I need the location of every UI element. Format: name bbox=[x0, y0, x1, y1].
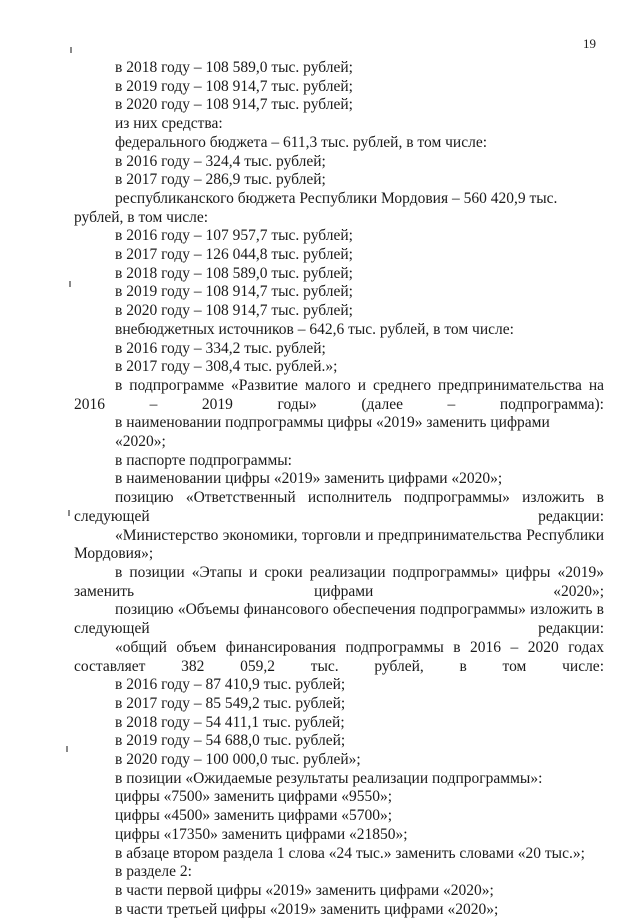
scan-mark bbox=[70, 47, 72, 53]
text-line: в 2020 году – 108 914,7 тыс. рублей; bbox=[115, 302, 353, 320]
text-line: внебюджетных источников – 642,6 тыс. рублей, в том числе: bbox=[115, 320, 514, 338]
text-line: в 2018 году – 108 589,0 тыс. рублей; bbox=[115, 264, 353, 282]
text-line: в 2019 году – 108 914,7 тыс. рублей; bbox=[115, 283, 353, 301]
text-line: федерального бюджета – 611,3 тыс. рублей, в том числе: bbox=[115, 133, 488, 151]
text-paragraph: позицию «Объемы финансового обеспечения подпрограммы» изложить в следующей редакции: bbox=[74, 601, 604, 638]
text-line: в позиции «Ожидаемые результаты реализации подпрограммы»: bbox=[115, 769, 543, 787]
text-line: в 2019 году – 54 688,0 тыс. рублей; bbox=[115, 732, 346, 750]
text-line: в паспорте подпрограммы: bbox=[115, 451, 292, 469]
scan-mark bbox=[69, 281, 71, 287]
text-line: из них средства: bbox=[115, 115, 223, 133]
text-line: в 2019 году – 108 914,7 тыс. рублей; bbox=[115, 77, 353, 95]
text-line: в абзаце втором раздела 1 слова «24 тыс.» заменить словами «20 тыс.»; bbox=[115, 844, 585, 862]
text-line: в 2016 году – 324,4 тыс. рублей; bbox=[115, 152, 326, 170]
text-paragraph: позицию «Ответственный исполнитель подпрограммы» изложить в следующей редакции: bbox=[74, 489, 604, 525]
text-line: цифры «17350» заменить цифрами «21850»; bbox=[115, 825, 408, 843]
text-line: в части первой цифры «2019» заменить цифрами «2020»; bbox=[115, 881, 494, 899]
scan-mark bbox=[68, 510, 70, 516]
text-paragraph: в позиции «Этапы и сроки реализации подпрограммы» цифры «2019» заменить цифрами «2020»; bbox=[74, 563, 604, 600]
text-paragraph: республиканского бюджета Республики Мордовия – 560 420,9 тыс. рублей, в том числе: bbox=[74, 189, 558, 226]
text-line: в 2018 году – 54 411,1 тыс. рублей; bbox=[115, 713, 345, 731]
text-line: в 2017 году – 308,4 тыс. рублей.»; bbox=[115, 358, 338, 376]
text-line: в 2020 году – 100 000,0 тыс. рублей»; bbox=[115, 751, 361, 769]
text-line: в разделе 2: bbox=[115, 863, 192, 881]
page-number: 19 bbox=[583, 36, 596, 51]
text-paragraph: «общий объем финансирования подпрограммы в 2016 – 2020 годах составляет 382 059,2 тыс. рублей, в том числе: bbox=[74, 638, 604, 675]
text-paragraph: в подпрограмме «Развитие малого и среднего предпринимательства на 2016 – 2019 годы» (далее – подпрограмма): bbox=[74, 376, 604, 413]
scan-mark bbox=[66, 746, 68, 752]
text-line: в 2017 году – 286,9 тыс. рублей; bbox=[115, 171, 326, 189]
text-line: в 2016 году – 334,2 тыс. рублей; bbox=[115, 339, 326, 357]
text-line: в 2017 году – 85 549,2 тыс. рублей; bbox=[115, 694, 346, 712]
text-line: в 2020 году – 108 914,7 тыс. рублей; bbox=[115, 96, 353, 114]
text-line: в наименовании цифры «2019» заменить цифрами «2020»; bbox=[115, 470, 503, 488]
text-line: в 2016 году – 107 957,7 тыс. рублей; bbox=[115, 227, 353, 245]
text-line: в части третьей цифры «2019» заменить цифрами «2020»; bbox=[115, 900, 499, 918]
text-line: в 2016 году – 87 410,9 тыс. рублей; bbox=[115, 676, 346, 694]
text-line: в 2018 году – 108 589,0 тыс. рублей; bbox=[115, 59, 353, 76]
text-line: цифры «7500» заменить цифрами «9550»; bbox=[115, 788, 393, 806]
document-body bbox=[74, 59, 604, 919]
text-line: в наименовании подпрограммы цифры «2019» заменить цифрами «2020»; bbox=[115, 414, 550, 451]
text-line: цифры «4500» заменить цифрами «5700»; bbox=[115, 807, 393, 825]
text-line: в 2017 году – 126 044,8 тыс. рублей; bbox=[115, 246, 353, 264]
text-paragraph: «Министерство экономики, торговли и предпринимательства Республики Мордовия»; bbox=[74, 526, 604, 563]
